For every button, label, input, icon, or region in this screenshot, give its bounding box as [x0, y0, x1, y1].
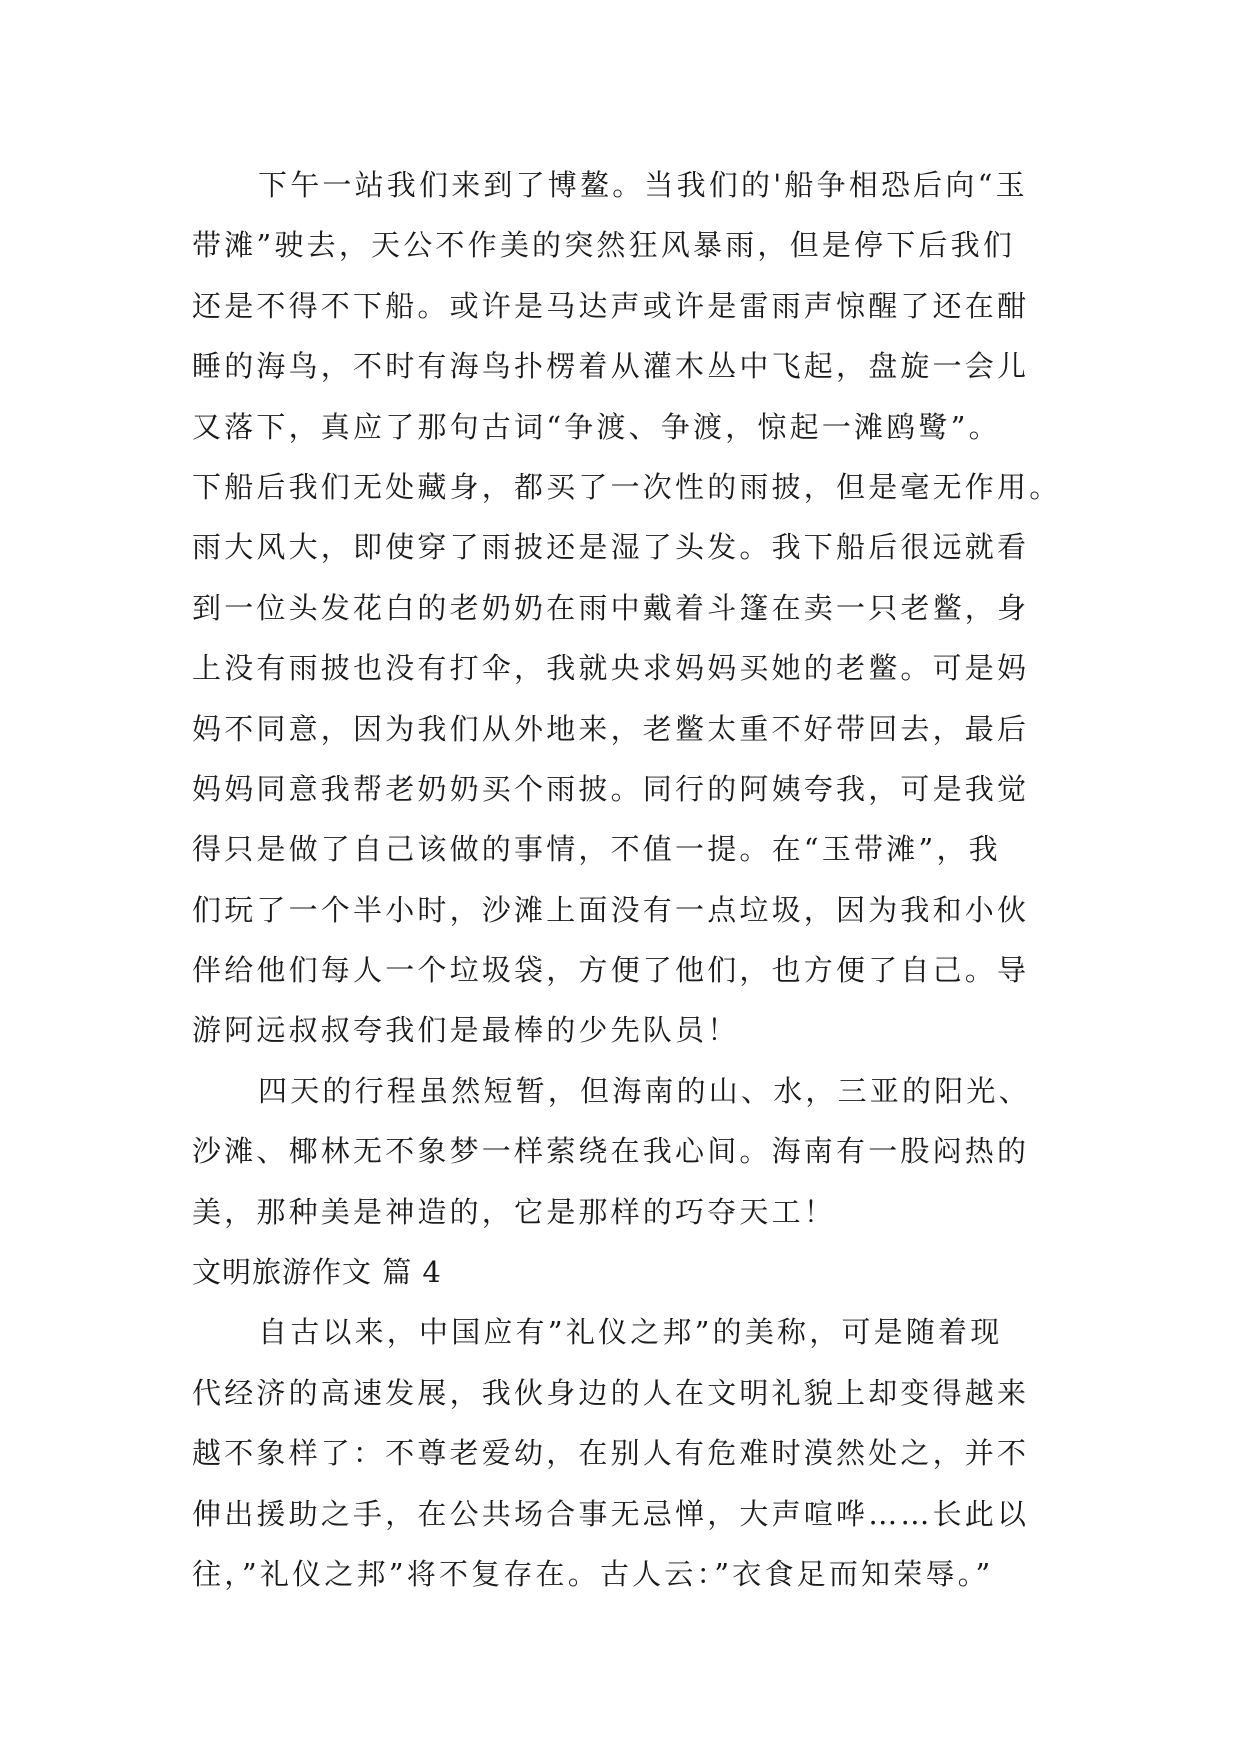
- text-line: 又落下，真应了那句古词“争渡、争渡，惊起一滩鸥鹭”。: [192, 409, 1001, 444]
- text-line: 游阿远叔叔夸我们是最棒的少先队员！: [192, 1013, 740, 1048]
- text-line: 越不象样了：不尊老爱幼，在别人有危难时漠然处之，并不: [192, 1436, 1030, 1471]
- text-line: 妈不同意，因为我们从外地来，老鳖太重不好带回去，最后: [192, 711, 1030, 746]
- section-heading: 文明旅游作文 篇 4: [192, 1255, 442, 1290]
- text-line: 到一位头发花白的老奶奶在雨中戴着斗篷在卖一只老鳖，身: [192, 590, 1030, 625]
- text-line: 上没有雨披也没有打伞，我就央求妈妈买她的老鳖。可是妈: [192, 651, 1030, 686]
- text-line: 伴给他们每人一个垃圾袋，方便了他们，也方便了自己。导: [192, 953, 1030, 988]
- text-line: 还是不得不下船。或许是马达声或许是雷雨声惊醒了还在酣: [192, 288, 1030, 323]
- text-line: 伸出援助之手，在公共场合事无忌惮，大声喧哗……长此以: [192, 1496, 1030, 1531]
- text-line: 雨大风大，即使穿了雨披还是湿了头发。我下船后很远就看: [192, 530, 1030, 565]
- text-line: 美，那种美是神造的，它是那样的巧夺天工！: [192, 1194, 837, 1229]
- text-line: 沙滩、椰林无不象梦一样萦绕在我心间。海南有一股闷热的: [192, 1134, 1030, 1169]
- text-line: 睡的海鸟，不时有海鸟扑楞着从灌木丛中飞起，盘旋一会儿: [192, 349, 1030, 384]
- text-line: 往，”礼仪之邦”将不复存在。古人云：”衣食足而知荣辱。”: [192, 1556, 994, 1591]
- essay-body: [192, 155, 1062, 1604]
- text-line: 代经济的高速发展，我伙身边的人在文明礼貌上却变得越来: [192, 1375, 1030, 1410]
- text-line: 自古以来，中国应有”礼仪之邦”的美称，可是随着现: [258, 1315, 1003, 1350]
- text-line: 四天的行程虽然短暂，但海南的山、水，三亚的阳光、: [258, 1073, 1031, 1108]
- text-line: 下午一站我们来到了博鳌。当我们的'船争相恐后向“玉: [258, 168, 1028, 202]
- text-line: 们玩了一个半小时，沙滩上面没有一点垃圾，因为我和小伙: [192, 892, 1030, 927]
- text-line: 带滩”驶去，天公不作美的突然狂风暴雨，但是停下后我们: [192, 228, 1016, 263]
- text-line: 得只是做了自己该做的事情，不值一提。在“玉带滩”，我: [192, 832, 1001, 867]
- text-line: 妈妈同意我帮老奶奶买个雨披。同行的阿姨夸我，可是我觉: [192, 771, 1030, 806]
- text-line: 下船后我们无处藏身，都买了一次性的雨披，但是毫无作用。: [192, 469, 1062, 504]
